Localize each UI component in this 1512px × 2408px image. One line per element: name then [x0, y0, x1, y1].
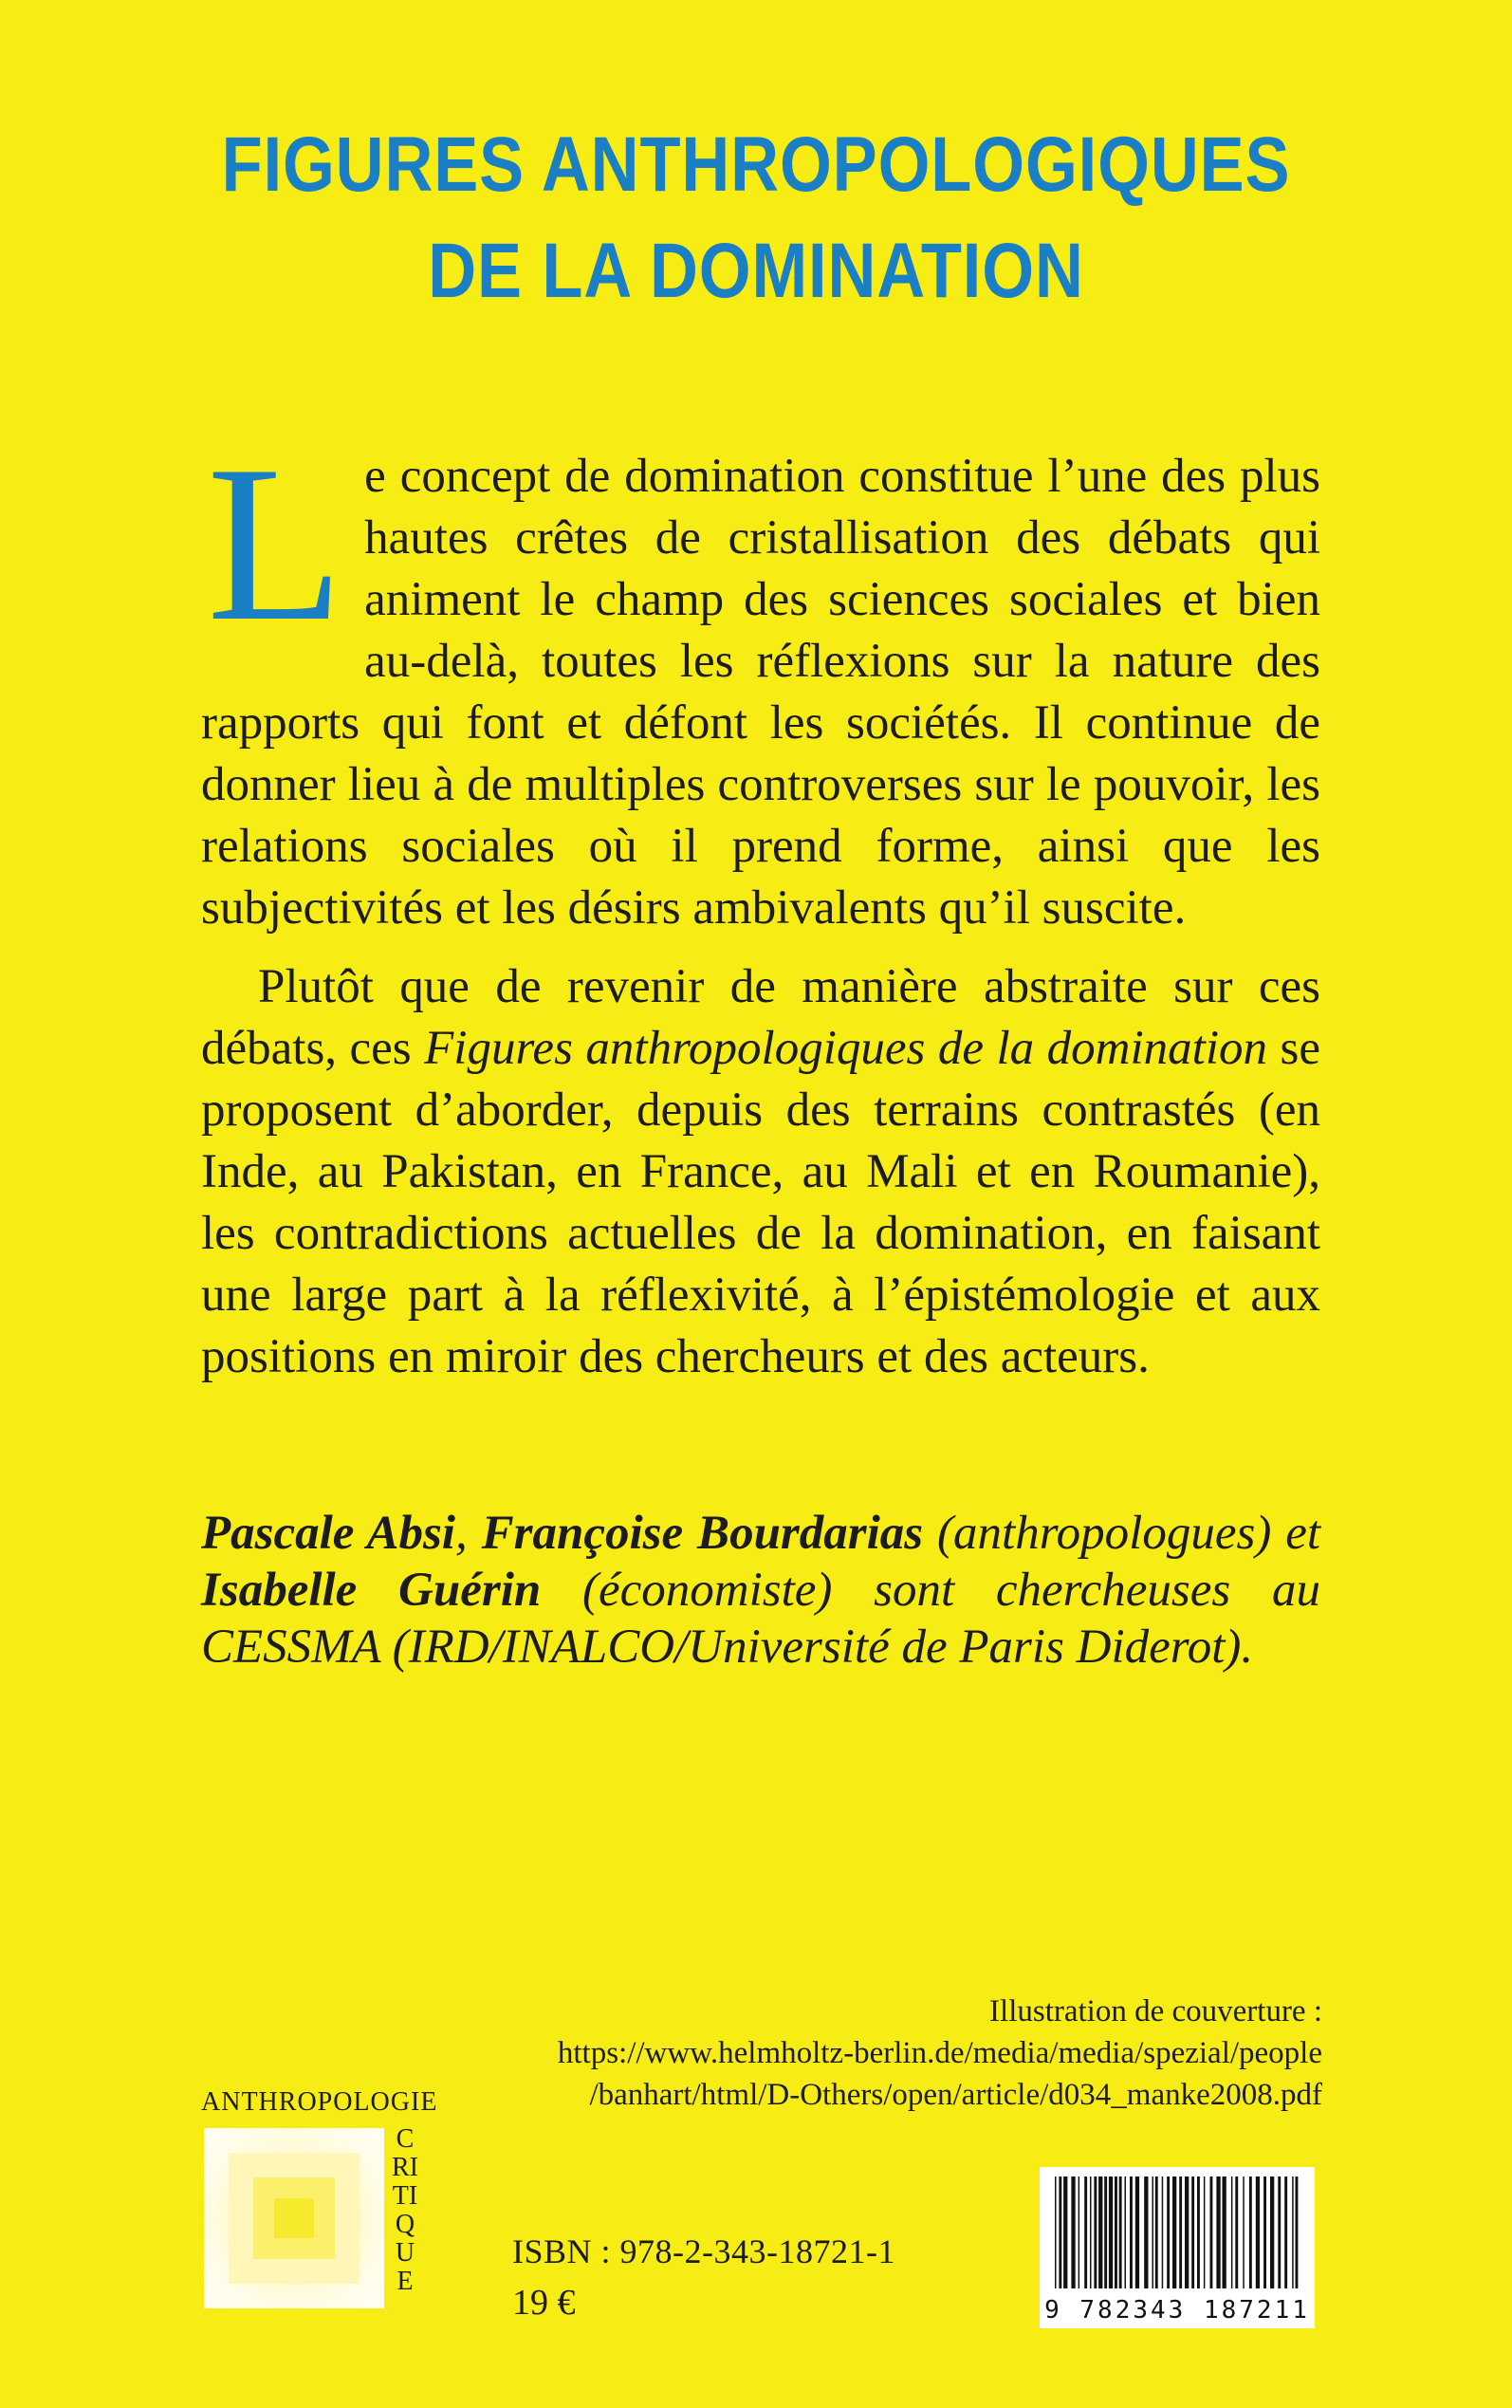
- barcode-bar: [1256, 2176, 1260, 2288]
- barcode-bar: [1270, 2176, 1274, 2288]
- barcode-bar: [1284, 2176, 1287, 2288]
- barcode-bar: [1063, 2176, 1067, 2288]
- author-bio: [201, 1505, 1320, 1676]
- barcode-bar: [1090, 2176, 1092, 2288]
- barcode-bar: [1191, 2176, 1194, 2288]
- barcode-bar: [1167, 2176, 1170, 2288]
- book-title: [106, 112, 1407, 324]
- barcode-bar: [1059, 2176, 1061, 2288]
- price: 19 €: [512, 2283, 576, 2323]
- barcode-bar: [1216, 2176, 1220, 2288]
- credit-url-line-2: /banhart/html/D-Others/open/article/d034_manke2008.pdf: [589, 2078, 1322, 2112]
- credit-url-line-1: https://www.helmholtz-berlin.de/media/media/spezial/people: [557, 2036, 1322, 2070]
- barcode-bar: [1135, 2176, 1139, 2288]
- barcode-bar: [1144, 2176, 1148, 2288]
- barcode-bar: [1223, 2176, 1226, 2288]
- barcode-bar: [1185, 2176, 1189, 2288]
- barcode-bar: [1296, 2176, 1299, 2288]
- credit-label: Illustration de couverture :: [989, 1994, 1322, 2028]
- author-separator: ,: [454, 1507, 482, 1560]
- title-line-1: FIGURES ANTHROPOLOGIQUES: [221, 121, 1291, 208]
- blurb: [201, 420, 1320, 1388]
- barcode-bar: [1243, 2176, 1245, 2288]
- author-name-1: Pascale Absi: [201, 1507, 455, 1560]
- blurb-paragraph-2-end: se proposent d’aborder, depuis des terrains contrastés (en Inde, au Pakistan, en France, au Mali et en Roumanie), les contradictions actuelles de la domination, en faisant une large part à la réflexivité, à l’épistémologie et aux positions en miroir des chercheurs et des acteurs.: [201, 1022, 1320, 1383]
- barcode-bar: [1172, 2176, 1176, 2288]
- author-name-2: Françoise Bourdarias: [481, 1507, 924, 1560]
- barcode-bar: [1179, 2176, 1182, 2288]
- barcode-bar: [1162, 2176, 1164, 2288]
- barcode-bar: [1098, 2176, 1102, 2288]
- barcode-bar: [1278, 2176, 1281, 2288]
- title-line-2: DE LA DOMINATION: [428, 228, 1084, 314]
- barcode-bars: [1053, 2176, 1301, 2288]
- barcode-bar: [1204, 2176, 1206, 2288]
- barcode-bar: [1055, 2176, 1057, 2288]
- barcode-bar: [1071, 2176, 1075, 2288]
- barcode-bar: [1263, 2176, 1266, 2288]
- blurb-paragraph-1: [201, 420, 1320, 939]
- series-label: ANTHROPOLOGIE: [201, 2087, 438, 2117]
- barcode-bar: [1130, 2176, 1133, 2288]
- barcode-bar: [1235, 2176, 1238, 2288]
- barcode-bar: [1115, 2176, 1117, 2288]
- blurb-paragraph-2: [201, 956, 1320, 1388]
- barcode-bar: [1084, 2176, 1087, 2288]
- barcode-bar: [1125, 2176, 1127, 2288]
- blurb-paragraph-2-start: Plutôt que de revenir de manière abstraite sur ces débats, ces: [201, 960, 1320, 1075]
- cover-illustration-credit: [469, 1991, 1322, 2116]
- series-logo-square: [204, 2128, 384, 2308]
- drop-cap: L: [207, 420, 344, 668]
- barcode-bar: [1094, 2176, 1097, 2288]
- isbn: ISBN : 978-2-343-18721-1: [512, 2232, 895, 2270]
- barcode-bar: [1104, 2176, 1107, 2288]
- blurb-book-title-italic: Figures anthropologiques de la domination: [424, 1022, 1267, 1075]
- barcode-bar: [1197, 2176, 1200, 2288]
- barcode-bar: [1079, 2176, 1080, 2288]
- author-role-2: (économiste) sont chercheuses au CESSMA (IRD/INALCO/Université de Paris Diderot).: [201, 1564, 1320, 1674]
- author-name-3: Isabelle Guérin: [201, 1564, 542, 1617]
- barcode-bar: [1231, 2176, 1233, 2288]
- barcode-bar: [1109, 2176, 1113, 2288]
- barcode-bar: [1119, 2176, 1122, 2288]
- barcode-bar: [1210, 2176, 1213, 2288]
- author-role-1: (anthropologues) et: [923, 1507, 1320, 1560]
- barcode-digits: 9 782343 187211: [1044, 2296, 1310, 2325]
- logo-square-center: [274, 2198, 314, 2238]
- barcode-bar: [1249, 2176, 1252, 2288]
- series-vertical-word: CRITIQUE: [392, 2124, 418, 2296]
- barcode: [1040, 2167, 1315, 2328]
- barcode-bar: [1292, 2176, 1294, 2288]
- blurb-paragraph-1-text: e concept de domination constitue l’une des plus hautes crêtes de cristallisation des débats qui animent le champ des sciences sociales et bien au-delà, toutes les réflexions sur la nature des rapports qui font et défont les sociétés. Il continue de donner lieu à de multiples controverses sur le pouvoir, les relations sociales où il prend forme, ainsi que les subjectivités et les désirs ambivalents qu’il suscite.: [201, 450, 1320, 935]
- barcode-bar: [1152, 2176, 1154, 2288]
- barcode-bar: [1155, 2176, 1158, 2288]
